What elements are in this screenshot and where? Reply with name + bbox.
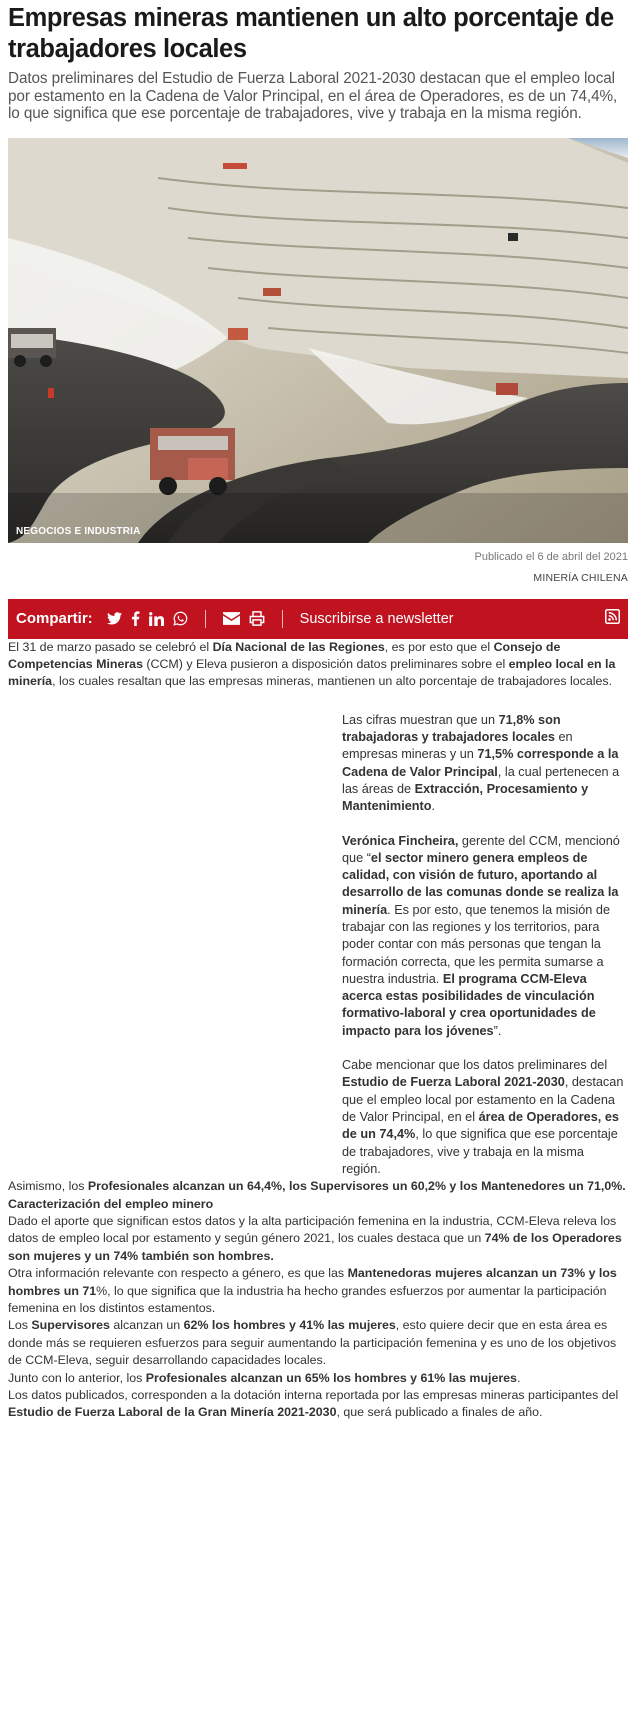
category-tag[interactable]: NEGOCIOS E INDUSTRIA xyxy=(16,525,141,537)
column-paragraph-3: Cabe mencionar que los datos preliminares del Estudio de Fuerza Laboral 2021-2030, destacan que el empleo local por estamento en la Cadena de Valor Principal, en el área de Operadores, es de un 74,4%, lo que significa que ese porcentaje de trabajadores, vive y trabaja en la misma región. xyxy=(342,1058,624,1176)
column-paragraph-2: Verónica Fincheira, gerente del CCM, mencionó que “el sector minero genera empleos de calidad, con visión de futuro, aportando al desarrollo de las comunas donde se realiza la minería. Es por esto, que tenemos la misión de trabajar con las regiones y los territorios, para poder contar con más personas que tengan la formación correcta, que les permita sumarse a nuestra industria. El programa CCM-Eleva acerca estas posibilidades de vinculación formativo-laboral y crea oportunidades de impacto para los jóvenes”. xyxy=(342,833,620,1038)
share-label: Compartir: xyxy=(16,610,93,627)
section-heading: Caracterización del empleo minero xyxy=(8,1196,214,1211)
share-bar xyxy=(8,599,628,639)
newsletter-link[interactable]: Suscribirse a newsletter xyxy=(299,610,454,627)
article xyxy=(8,0,628,1422)
paragraph-6: Junto con lo anterior, los Profesionales alcanzan un 65% los hombres y 61% las mujeres. xyxy=(8,1370,521,1385)
email-icon[interactable] xyxy=(223,612,240,625)
rss-icon[interactable] xyxy=(605,609,620,629)
linkedin-icon[interactable] xyxy=(149,612,164,626)
paragraph-3: Dado el aporte que significan estos datos y la alta participación femenina en la industria, CCM-Eleva releva los datos de empleo local por estamento y según género 2021, los cuales destaca que un 74% de los Operadores son mujeres y un 74% también son hombres. xyxy=(8,1213,622,1263)
mine-photo xyxy=(8,138,628,543)
share-separator-2 xyxy=(282,610,283,628)
paragraph-2: Asimismo, los Profesionales alcanzan un 64,4%, los Supervisores un 60,2% y los Mantenedores un 71,0%. xyxy=(8,1179,626,1194)
paragraph-5: Los Supervisores alcanzan un 62% los hombres y 41% las mujeres, esto quiere decir que en esta área es donde más se requieren esfuerzos para seguir aumentando la participación femenina y es uno de los objetivos de CCM-Eleva, seguir desarrollando capacidades locales. xyxy=(8,1318,617,1368)
source-label: MINERÍA CHILENA xyxy=(533,571,628,584)
column-paragraph-1: Las cifras muestran que un 71,8% son trabajadoras y trabajadores locales en empresas mineras y un 71,5% corresponde a la Cadena de Valor Principal, la cual pertenecen a las áreas de Extracción, Procesamiento y Mantenimiento. xyxy=(342,712,620,814)
article-lead: Datos preliminares del Estudio de Fuerza Laboral 2021-2030 destacan que el empleo local por estamento en la Cadena de Valor Principal, en el área de Operadores, es de un 74,4%, lo que significa que ese porcentaje de trabajadores, vive y trabaja en la misma región. xyxy=(8,70,618,122)
share-separator xyxy=(205,610,206,628)
twitter-icon[interactable] xyxy=(107,612,122,625)
paragraph-7: Los datos publicados, corresponden a la dotación interna reportada por las empresas mineras participantes del Estudio de Fuerza Laboral de la Gran Minería 2021-2030, que será publicado a finales de año. xyxy=(8,1388,619,1420)
article-title: Empresas mineras mantienen un alto porcentaje de trabajadores locales xyxy=(8,4,614,63)
right-column xyxy=(342,712,624,1178)
paragraph-1: El 31 de marzo pasado se celebró el Día Nacional de las Regiones, es por esto que el Consejo de Competencias Mineras (CCM) y Eleva pusieron a disposición datos preliminares sobre el empleo local en la minería, los cuales resaltan que las empresas mineras, mantienen un alto porcentaje de trabajadores locales. xyxy=(8,639,616,689)
print-icon[interactable] xyxy=(249,611,265,626)
paragraph-4: Otra información relevante con respecto a género, es que las Mantenedoras mujeres alcanzan un 73% y los hombres un 71%, lo que significa que la industria ha hecho grandes esfuerzos por aumentar la participación femenina en los distintos estamentos. xyxy=(8,1266,617,1315)
article-body xyxy=(8,639,628,1422)
publish-date: Publicado el 6 de abril del 2021 xyxy=(474,550,628,563)
facebook-icon[interactable] xyxy=(131,611,140,626)
whatsapp-icon[interactable] xyxy=(173,611,188,626)
hero-image[interactable] xyxy=(8,138,628,543)
